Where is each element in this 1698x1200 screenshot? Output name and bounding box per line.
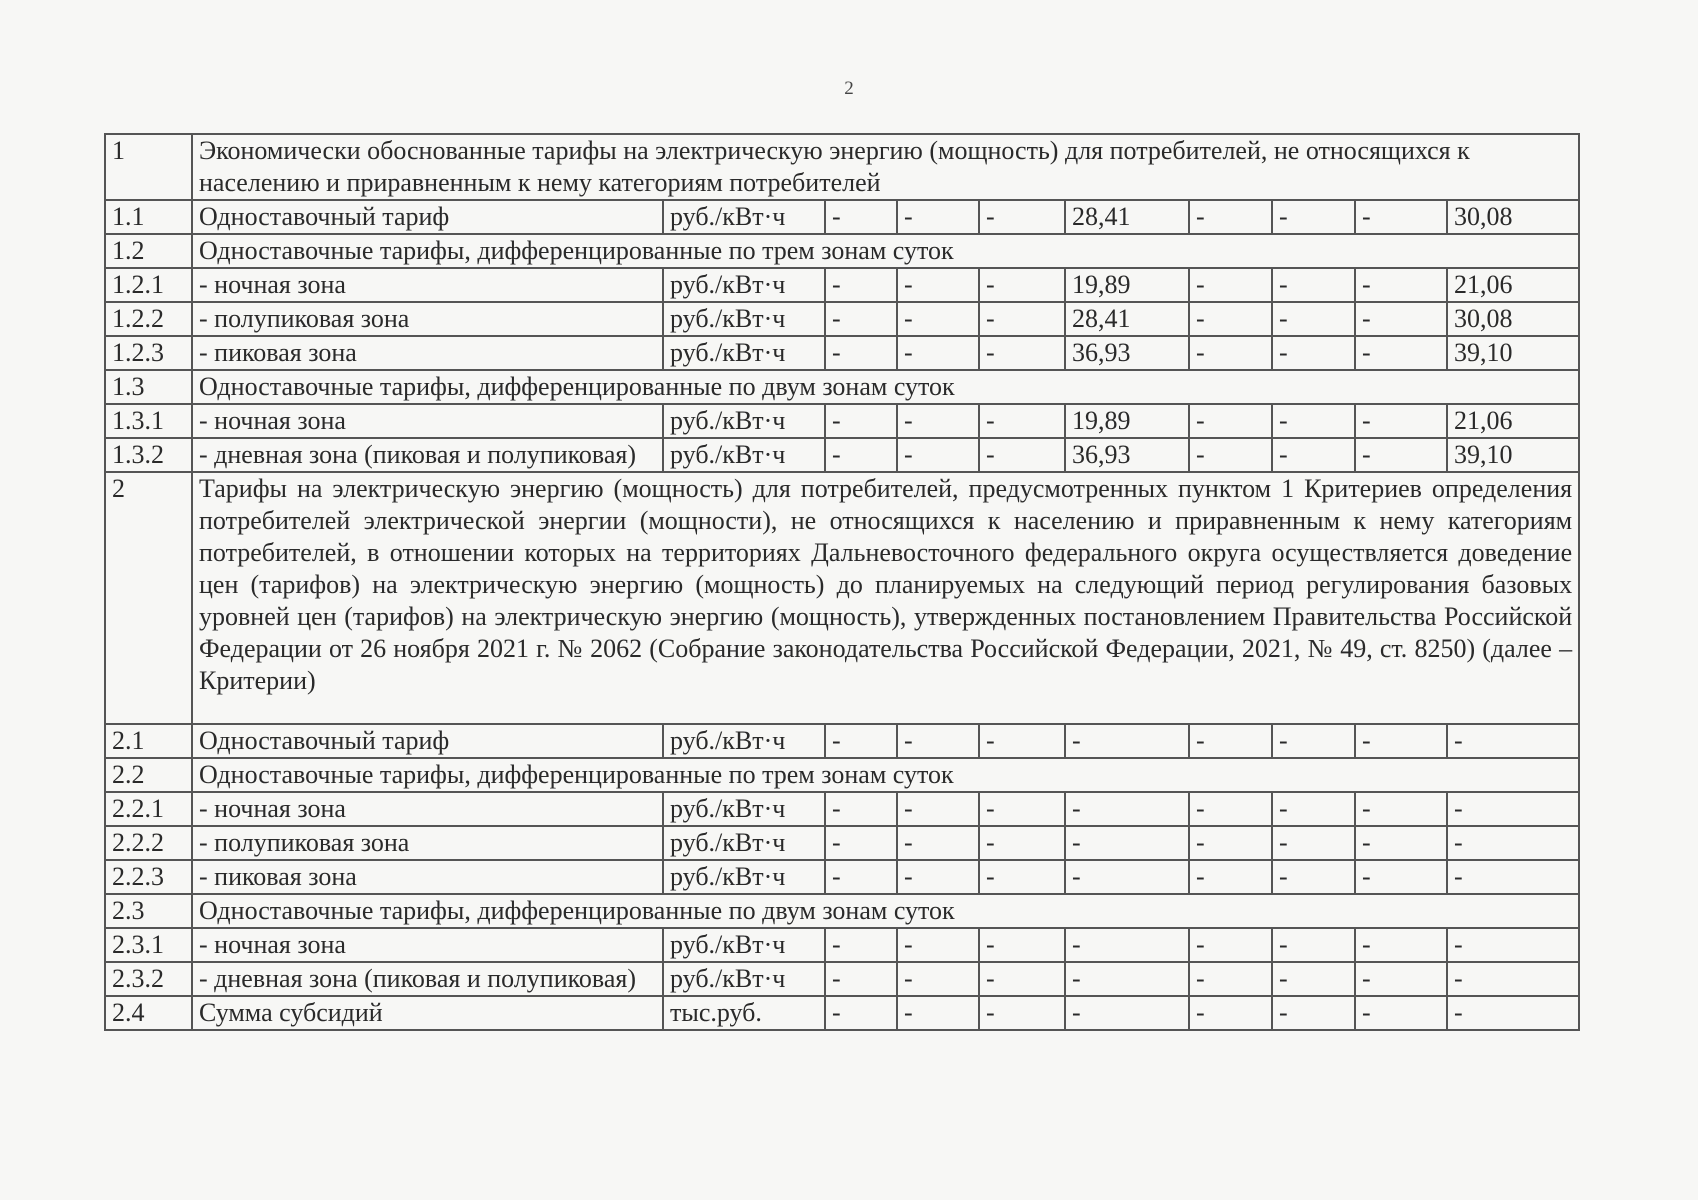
table-row: [105, 792, 1579, 826]
value-cell: -: [979, 200, 1065, 234]
table-row: [105, 404, 1579, 438]
value-cell: -: [979, 792, 1065, 826]
value-cell: -: [1065, 724, 1189, 758]
group-title-cell: Одноставочные тарифы, дифференцированные по трем зонам суток: [192, 758, 1579, 792]
value-cell: -: [1272, 724, 1355, 758]
value-cell: -: [825, 860, 897, 894]
value-cell: 28,41: [1065, 302, 1189, 336]
value-cell: 39,10: [1447, 336, 1579, 370]
value-cell: -: [1272, 962, 1355, 996]
value-cell: -: [1189, 962, 1272, 996]
value-cell: -: [979, 724, 1065, 758]
value-cell: -: [1447, 996, 1579, 1030]
value-cell: -: [1447, 860, 1579, 894]
value-cell: -: [1065, 928, 1189, 962]
row-number-cell: 1.1: [105, 200, 192, 234]
unit-cell: руб./кВт·ч: [663, 404, 825, 438]
unit-cell: руб./кВт·ч: [663, 826, 825, 860]
value-cell: -: [1355, 826, 1447, 860]
value-cell: -: [1355, 438, 1447, 472]
table-row: [105, 438, 1579, 472]
value-cell: -: [825, 336, 897, 370]
unit-cell: руб./кВт·ч: [663, 336, 825, 370]
value-cell: -: [825, 996, 897, 1030]
value-cell: 21,06: [1447, 404, 1579, 438]
group-title-cell: Одноставочные тарифы, дифференцированные по трем зонам суток: [192, 234, 1579, 268]
value-cell: -: [1065, 996, 1189, 1030]
value-cell: -: [1355, 962, 1447, 996]
value-cell: -: [825, 268, 897, 302]
table-row: [105, 472, 1579, 724]
row-name-cell: Одноставочный тариф: [192, 200, 663, 234]
table-row: [105, 758, 1579, 792]
row-name-cell: - ночная зона: [192, 792, 663, 826]
value-cell: 19,89: [1065, 268, 1189, 302]
row-number-cell: 1.3.2: [105, 438, 192, 472]
value-cell: 28,41: [1065, 200, 1189, 234]
table-row: [105, 336, 1579, 370]
row-name-cell: - полупиковая зона: [192, 826, 663, 860]
row-name-cell: - пиковая зона: [192, 336, 663, 370]
value-cell: -: [825, 302, 897, 336]
value-cell: -: [897, 962, 979, 996]
value-cell: -: [825, 724, 897, 758]
value-cell: -: [1065, 792, 1189, 826]
value-cell: -: [897, 792, 979, 826]
table-row: [105, 724, 1579, 758]
value-cell: -: [897, 302, 979, 336]
value-cell: -: [1355, 996, 1447, 1030]
row-number-cell: 2: [105, 472, 192, 724]
value-cell: -: [1272, 826, 1355, 860]
value-cell: -: [1189, 404, 1272, 438]
value-cell: -: [1189, 860, 1272, 894]
value-cell: -: [979, 302, 1065, 336]
value-cell: -: [1189, 826, 1272, 860]
value-cell: -: [1447, 826, 1579, 860]
value-cell: -: [979, 336, 1065, 370]
value-cell: -: [825, 792, 897, 826]
row-number-cell: 1: [105, 134, 192, 200]
value-cell: -: [825, 962, 897, 996]
value-cell: -: [1189, 724, 1272, 758]
value-cell: -: [1189, 268, 1272, 302]
value-cell: -: [1189, 996, 1272, 1030]
tariff-table: [104, 133, 1580, 1031]
value-cell: -: [1189, 928, 1272, 962]
unit-cell: руб./кВт·ч: [663, 200, 825, 234]
value-cell: -: [1447, 724, 1579, 758]
value-cell: -: [1355, 724, 1447, 758]
value-cell: -: [979, 996, 1065, 1030]
value-cell: -: [1272, 336, 1355, 370]
row-name-cell: - дневная зона (пиковая и полупиковая): [192, 962, 663, 996]
row-number-cell: 2.4: [105, 996, 192, 1030]
value-cell: 39,10: [1447, 438, 1579, 472]
value-cell: -: [1447, 792, 1579, 826]
value-cell: -: [1272, 200, 1355, 234]
row-number-cell: 1.3.1: [105, 404, 192, 438]
value-cell: -: [897, 826, 979, 860]
table-row: [105, 928, 1579, 962]
row-name-cell: - ночная зона: [192, 268, 663, 302]
unit-cell: руб./кВт·ч: [663, 860, 825, 894]
table-row: [105, 134, 1579, 200]
row-name-cell: - ночная зона: [192, 404, 663, 438]
value-cell: -: [1272, 792, 1355, 826]
row-name-cell: Одноставочный тариф: [192, 724, 663, 758]
value-cell: -: [1447, 962, 1579, 996]
table-row: [105, 860, 1579, 894]
row-name-cell: - дневная зона (пиковая и полупиковая): [192, 438, 663, 472]
section-title-cell: Тарифы на электрическую энергию (мощность) для потребителей, предусмотренных пунктом 1 Критериев определения потребителей электрической энергии (мощности), не относящихся к населению и приравненным к нему категориям потребителей, в отношении которых на территориях Дальневосточного федерального округа осуществляется доведение цен (тарифов) на электрическую энергию (мощность) до планируемых на следующий период регулирования базовых уровней цен (тарифов) на электрическую энергию (мощность), утвержденных постановлением Правительства Российской Федерации от 26 ноября 2021 г. № 2062 (Собрание законодательства Российской Федерации, 2021, № 49, ст. 8250) (далее – Критерии): [192, 472, 1579, 724]
value-cell: -: [897, 336, 979, 370]
value-cell: -: [1272, 996, 1355, 1030]
value-cell: -: [897, 438, 979, 472]
unit-cell: руб./кВт·ч: [663, 962, 825, 996]
value-cell: -: [979, 404, 1065, 438]
table-row: [105, 996, 1579, 1030]
value-cell: 30,08: [1447, 200, 1579, 234]
value-cell: -: [897, 404, 979, 438]
value-cell: -: [1189, 792, 1272, 826]
value-cell: -: [825, 438, 897, 472]
page-number: 2: [844, 78, 854, 99]
value-cell: -: [979, 928, 1065, 962]
value-cell: -: [1272, 860, 1355, 894]
row-number-cell: 1.2.3: [105, 336, 192, 370]
value-cell: -: [1189, 302, 1272, 336]
value-cell: -: [897, 268, 979, 302]
value-cell: 36,93: [1065, 336, 1189, 370]
unit-cell: руб./кВт·ч: [663, 792, 825, 826]
value-cell: -: [1065, 826, 1189, 860]
value-cell: 36,93: [1065, 438, 1189, 472]
value-cell: -: [1189, 438, 1272, 472]
row-name-cell: Сумма субсидий: [192, 996, 663, 1030]
value-cell: -: [1065, 962, 1189, 996]
value-cell: -: [897, 860, 979, 894]
value-cell: -: [825, 826, 897, 860]
table-row: [105, 894, 1579, 928]
row-number-cell: 1.2.1: [105, 268, 192, 302]
value-cell: -: [1355, 200, 1447, 234]
value-cell: -: [897, 200, 979, 234]
value-cell: -: [1355, 404, 1447, 438]
row-number-cell: 1.2.2: [105, 302, 192, 336]
table-row: [105, 268, 1579, 302]
value-cell: -: [1189, 336, 1272, 370]
value-cell: -: [897, 996, 979, 1030]
unit-cell: руб./кВт·ч: [663, 268, 825, 302]
unit-cell: руб./кВт·ч: [663, 302, 825, 336]
value-cell: 21,06: [1447, 268, 1579, 302]
row-number-cell: 2.2.3: [105, 860, 192, 894]
value-cell: -: [979, 268, 1065, 302]
row-number-cell: 2.2.1: [105, 792, 192, 826]
value-cell: -: [979, 860, 1065, 894]
row-number-cell: 1.3: [105, 370, 192, 404]
section-title-cell: Экономически обоснованные тарифы на электрическую энергию (мощность) для потребителей, не относящихся к населению и приравненным к нему категориям потребителей: [192, 134, 1579, 200]
value-cell: -: [1447, 928, 1579, 962]
row-number-cell: 1.2: [105, 234, 192, 268]
row-number-cell: 2.3.1: [105, 928, 192, 962]
table-row: [105, 200, 1579, 234]
unit-cell: руб./кВт·ч: [663, 724, 825, 758]
group-title-cell: Одноставочные тарифы, дифференцированные по двум зонам суток: [192, 894, 1579, 928]
row-name-cell: - ночная зона: [192, 928, 663, 962]
value-cell: -: [1065, 860, 1189, 894]
value-cell: -: [825, 928, 897, 962]
unit-cell: руб./кВт·ч: [663, 928, 825, 962]
value-cell: -: [979, 962, 1065, 996]
value-cell: -: [979, 438, 1065, 472]
value-cell: -: [825, 200, 897, 234]
value-cell: -: [1189, 200, 1272, 234]
row-name-cell: - пиковая зона: [192, 860, 663, 894]
value-cell: -: [825, 404, 897, 438]
table-row: [105, 234, 1579, 268]
value-cell: -: [979, 826, 1065, 860]
value-cell: -: [1355, 302, 1447, 336]
row-number-cell: 2.1: [105, 724, 192, 758]
row-number-cell: 2.3.2: [105, 962, 192, 996]
unit-cell: тыс.руб.: [663, 996, 825, 1030]
value-cell: -: [1355, 860, 1447, 894]
row-number-cell: 2.3: [105, 894, 192, 928]
row-number-cell: 2.2.2: [105, 826, 192, 860]
table-row: [105, 302, 1579, 336]
row-name-cell: - полупиковая зона: [192, 302, 663, 336]
value-cell: -: [1272, 302, 1355, 336]
value-cell: -: [1355, 268, 1447, 302]
value-cell: 30,08: [1447, 302, 1579, 336]
table-row: [105, 962, 1579, 996]
value-cell: -: [1355, 792, 1447, 826]
value-cell: -: [897, 928, 979, 962]
unit-cell: руб./кВт·ч: [663, 438, 825, 472]
value-cell: -: [1272, 268, 1355, 302]
value-cell: 19,89: [1065, 404, 1189, 438]
group-title-cell: Одноставочные тарифы, дифференцированные по двум зонам суток: [192, 370, 1579, 404]
value-cell: -: [1272, 438, 1355, 472]
value-cell: -: [1272, 404, 1355, 438]
value-cell: -: [1355, 336, 1447, 370]
value-cell: -: [1272, 928, 1355, 962]
row-number-cell: 2.2: [105, 758, 192, 792]
table-row: [105, 370, 1579, 404]
value-cell: -: [897, 724, 979, 758]
value-cell: -: [1355, 928, 1447, 962]
table-row: [105, 826, 1579, 860]
